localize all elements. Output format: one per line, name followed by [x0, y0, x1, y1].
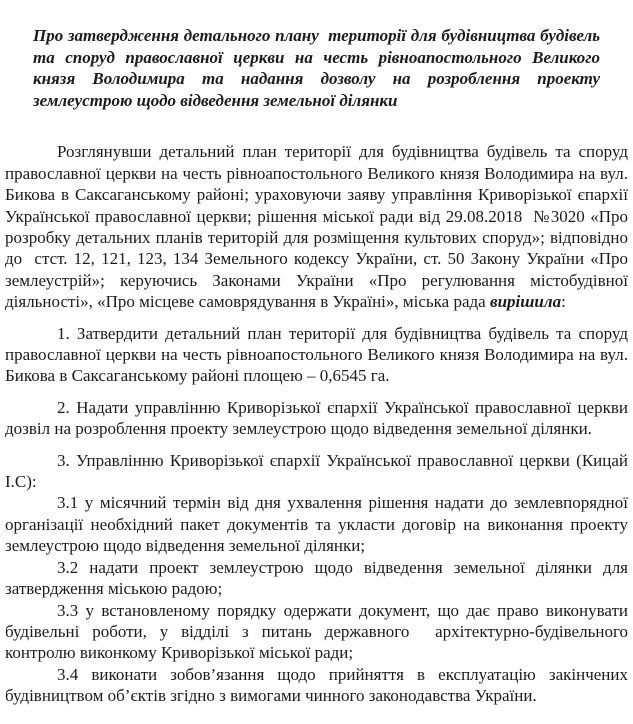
item-3-paragraph: 3. Управлінню Криворізької єпархії Української православної церкви (Кицай І.С):: [5, 450, 628, 492]
preamble-paragraph: [5, 141, 628, 312]
item-2-paragraph: 2. Надати управлінню Криворізької єпархії Української православної церкви дозвіл на розроблення проекту землеустрою щодо відведення земельної ділянки.: [5, 397, 628, 439]
item-1-paragraph: 1. Затвердити детальний план території для будівництва будівель та споруд православної церкви на честь рівноапостольного Великого князя Володимира на вул. Бикова в Саксаганському районі площею – 0,6545 га.: [5, 323, 628, 386]
resolved-word: вирішила: [489, 292, 562, 312]
item-3-2-paragraph: 3.2 надати проект землеустрою щодо відведення земельної ділянки для затвердження міською радою;: [5, 557, 628, 599]
item-3-1-paragraph: 3.1 у місячний термін від дня ухвалення рішення надати до землевпорядної організації необхідний пакет документів та укласти договір на виконання проекту землеустрою щодо відведення земельної ділянки;: [5, 493, 628, 556]
item-3-3-paragraph: 3.3 у встановленому порядку одержати документ, що дає право виконувати будівельні роботи, у відділі з питань державного архітектурно-будівельного контролю виконкому Криворізької міської ради;: [5, 600, 628, 663]
preamble-colon: :: [561, 292, 566, 312]
item-3-4-paragraph: 3.4 виконати зобов’язання щодо прийняття в експлуатацію закінчених будівництвом об’єктів згідно з вимогами чинного законодавства України.: [5, 664, 628, 706]
document-title: Про затвердження детального плану території для будівництва будівель та споруд православної церкви на честь рівноапостольного Великого князя Володимира та надання дозволу на розроблення проекту землеустрою щодо відведення земельної ділянки: [33, 26, 600, 110]
preamble-text: Розглянувши детальний план території для будівництва будівель та споруд православної церкви на честь рівноапостольного Великого князя Володимира на вул. Бикова в Саксаганському районі; ураховуючи заяву управління Криворізької єпархії Української православної церкви; рішення міської ради від 29.08.2018 №3020 «Про розробку детальних планів територій для розміщення культових споруд»; відповідно до стст. 12, 121, 123, 134 Земельного кодексу України, ст. 50 Закону України «Про землеустрій»; керуючись Законами України «Про регулювання містобудівної діяльності», «Про місцеве самоврядування в Україні», міська рада: [5, 142, 628, 312]
